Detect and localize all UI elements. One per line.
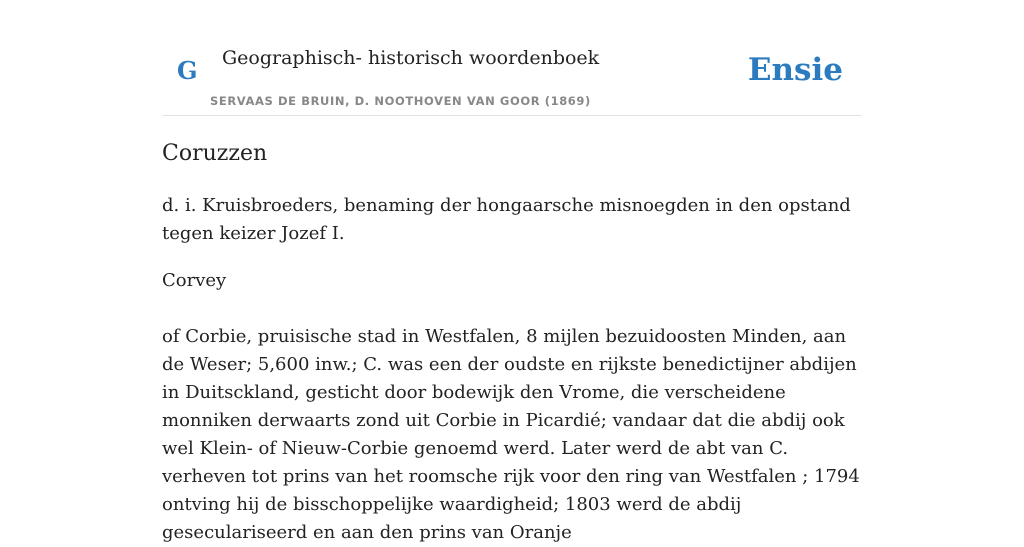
ensie-logo-link[interactable]: Ensie bbox=[747, 52, 843, 88]
entry-paragraph: Corvey bbox=[162, 270, 227, 291]
book-author: SERVAAS DE BRUIN, D. NOOTHOVEN VAN GOOR (1869) bbox=[210, 94, 591, 108]
book-title-link[interactable]: Geographisch- historisch woordenboek bbox=[222, 47, 600, 69]
entry-title: Coruzzen bbox=[162, 141, 268, 166]
entry-paragraph: d. i. Kruisbroeders, benaming der hongaarsche misnoegden in den opstand tegen keizer Jozef I. bbox=[162, 195, 851, 244]
page bbox=[162, 0, 862, 543]
entry-paragraph: of Corbie, pruisische stad in Westfalen, 8 mijlen bezuidoosten Minden, aan de Weser; 5,600 inw.; C. was een der oudste en rijkste benedictijner abdijen in Duitsckland, gesticht door bodewijk den Vrome, die verscheidene monniken derwaarts zond uit Corbie in Picardié; vandaar dat die abdij ook wel Klein- of Nieuw-Corbie genoemd werd. Later werd de abt van C. verheven tot prins van het roomsche rijk voor den ring van Westfalen ; 1794 ontving hij de bisschoppelijke waardigheid; 1803 werd de abdij geseculariseerd en aan den prins van Oranje bbox=[162, 326, 860, 543]
book-logo-letter[interactable]: G bbox=[177, 56, 198, 85]
book-header bbox=[162, 40, 862, 116]
